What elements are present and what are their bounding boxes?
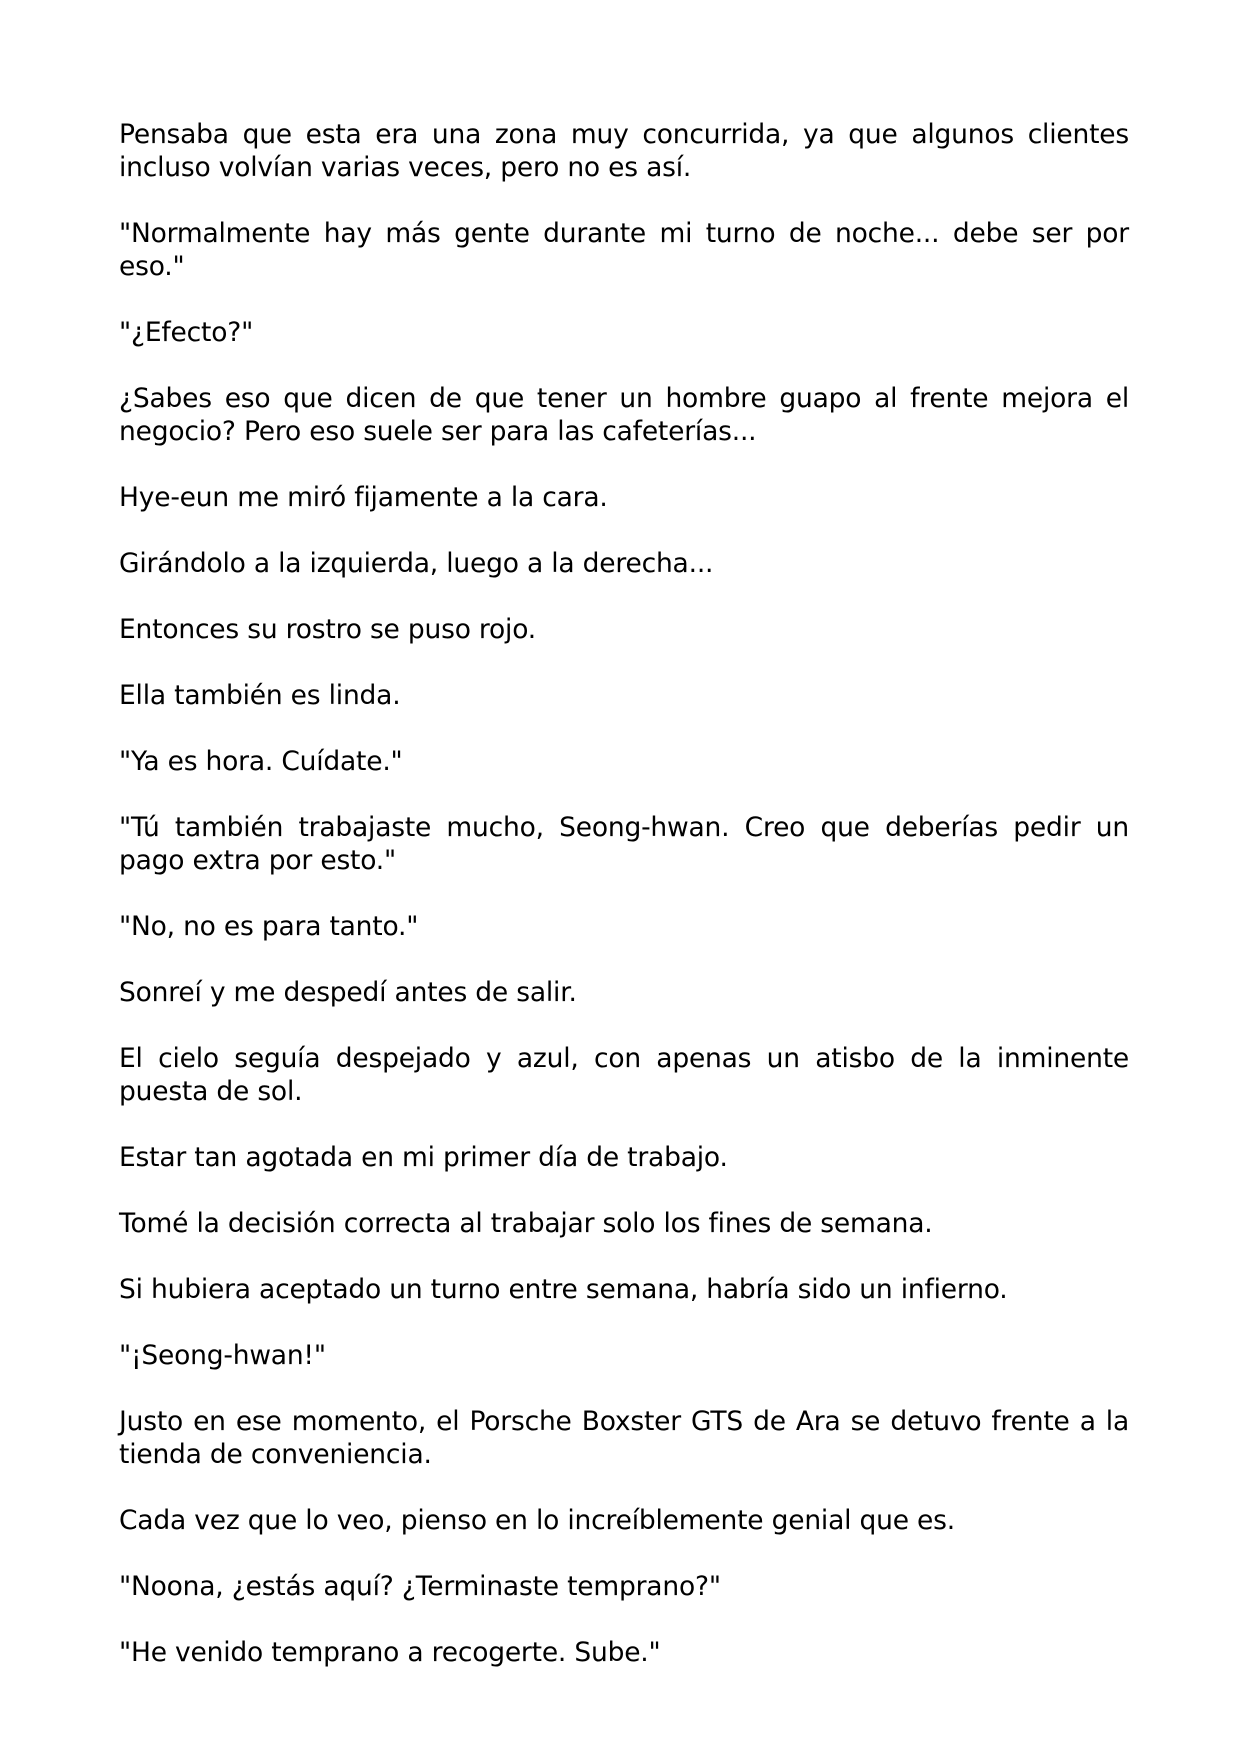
paragraph: "No, no es para tanto." [119,911,419,942]
paragraph: Tomé la decisión correcta al trabajar solo los fines de semana. [119,1208,933,1239]
paragraph: "Tú también trabajaste mucho, Seong-hwan. Creo que deberías pedir un pago extra por esto." [119,812,1129,876]
paragraph: Ella también es linda. [119,680,401,711]
paragraph: "Noona, ¿estás aquí? ¿Terminaste temprano?" [119,1571,721,1602]
paragraph: Entonces su rostro se puso rojo. [119,614,536,645]
paragraph: Sonreí y me despedí antes de salir. [119,977,577,1008]
paragraph: "He venido temprano a recogerte. Sube." [119,1637,661,1668]
paragraph: Si hubiera aceptado un turno entre semana, habría sido un infierno. [119,1274,1008,1305]
paragraph: "¡Seong-hwan!" [119,1340,326,1371]
paragraph: Hye-eun me miró fijamente a la cara. [119,482,608,513]
paragraph: "¿Efecto?" [119,317,254,348]
paragraph: Justo en ese momento, el Porsche Boxster GTS de Ara se detuvo frente a la tienda de conveniencia. [119,1406,1129,1470]
paragraph: El cielo seguía despejado y azul, con apenas un atisbo de la inminente puesta de sol. [119,1043,1129,1107]
paragraph: Girándolo a la izquierda, luego a la derecha... [119,548,714,579]
body-text [119,118,1129,1702]
paragraph: ¿Sabes eso que dicen de que tener un hombre guapo al frente mejora el negocio? Pero eso suele ser para las cafeterías... [119,383,1129,447]
paragraph: "Normalmente hay más gente durante mi turno de noche... debe ser por eso." [119,218,1129,282]
paragraph: "Ya es hora. Cuídate." [119,746,403,777]
paragraph: Cada vez que lo veo, pienso en lo increíblemente genial que es. [119,1505,955,1536]
paragraph: Estar tan agotada en mi primer día de trabajo. [119,1142,728,1173]
paragraph: Pensaba que esta era una zona muy concurrida, ya que algunos clientes incluso volvían varias veces, pero no es así. [119,119,1129,183]
